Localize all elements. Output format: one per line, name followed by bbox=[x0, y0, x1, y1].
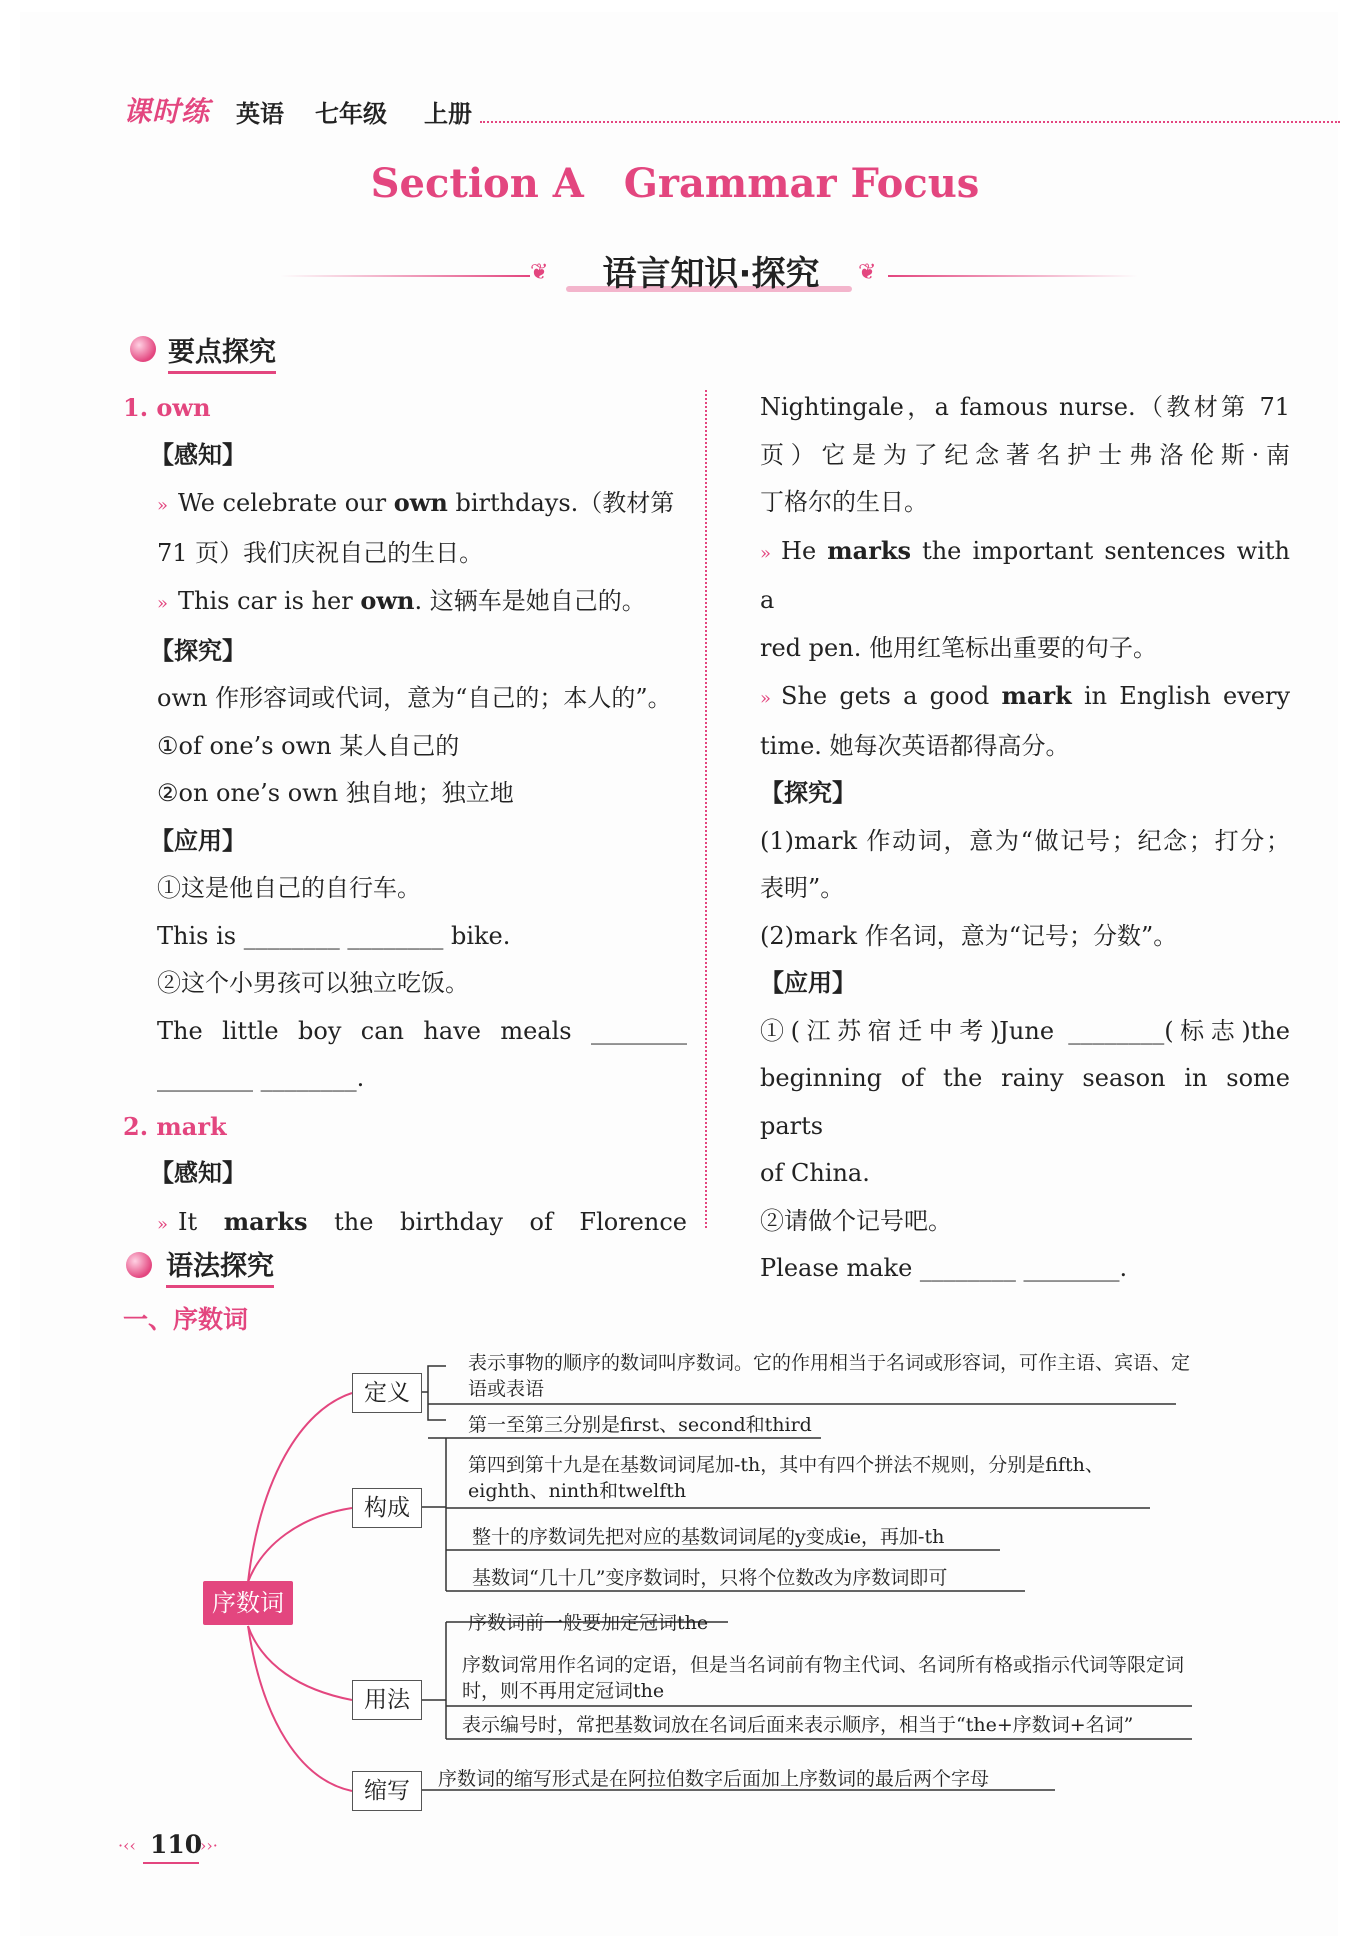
example-arrow-icon: » bbox=[157, 593, 169, 614]
exercise-prompt: ②这个小男孩可以独立吃饭。 bbox=[157, 969, 469, 997]
banner-ornament-left-icon: ❦ bbox=[530, 260, 549, 285]
header-volume: 上册 bbox=[424, 100, 472, 128]
header-subject: 英语 bbox=[236, 100, 284, 128]
exercise-fill-blank[interactable]: ①(江苏宿迁中考)June ________(标志)the bbox=[760, 1016, 1290, 1045]
example-arrow-icon: » bbox=[760, 688, 772, 709]
example-sentence: » This car is her own. 这辆车是她自己的。 bbox=[157, 586, 646, 615]
branch-usage: 用法 bbox=[352, 1680, 422, 1720]
branch-definition: 定义 bbox=[352, 1373, 422, 1413]
exercise-continuation: beginning of the rainy season in some parts bbox=[760, 1064, 1290, 1140]
explanation-text: (2)mark 作名词，意为“记号；分数”。 bbox=[760, 921, 1178, 950]
example-arrow-icon: » bbox=[760, 542, 772, 564]
example-arrow-icon: » bbox=[157, 1213, 169, 1235]
phrase-item: ②on one’s own 独自地；独立地 bbox=[157, 779, 514, 807]
explanation-text: 表明”。 bbox=[760, 874, 845, 902]
usage-item: 序数词前一般要加定冠词the bbox=[468, 1612, 709, 1634]
item-heading-mark: 2. mark bbox=[123, 1111, 227, 1141]
exercise-prompt: ①这是他自己的自行车。 bbox=[157, 874, 421, 902]
formation-item: 整十的序数词先把对应的基数词词尾的y变成ie，再加-th bbox=[472, 1526, 945, 1548]
item-heading-own: 1. own bbox=[123, 393, 211, 422]
example-continuation: 页）它是为了纪念著名护士弗洛伦斯·南 bbox=[760, 440, 1290, 469]
example-sentence: » It marks the birthday of Florence bbox=[157, 1206, 687, 1236]
example-sentence: » We celebrate our own birthdays.（教材第 bbox=[157, 488, 675, 517]
definition-text: 表示事物的顺序的数词叫序数词。它的作用相当于名词或形容词，可作主语、宾语、定语或表语 bbox=[468, 1352, 1191, 1400]
formation-item: 第四到第十九是在基数词词尾加-th，其中有四个拼法不规则，分别是fifth、eighth、ninth和twelfth bbox=[468, 1454, 1104, 1502]
banner-ornament-right-icon: ❦ bbox=[858, 260, 877, 285]
brand-logo: 课时练 bbox=[123, 95, 211, 128]
example-continuation: Nightingale，a famous nurse.（教材第 71 bbox=[760, 393, 1290, 421]
label-apply: 【应用】 bbox=[150, 826, 246, 855]
branch-formation: 构成 bbox=[352, 1488, 422, 1528]
page-title: Section A Grammar Focus bbox=[370, 160, 980, 207]
page-number: 110 bbox=[150, 1830, 203, 1859]
example-sentence: » She gets a good mark in English every bbox=[760, 681, 1291, 710]
exercise-fill-blank[interactable]: ________ ________. bbox=[157, 1064, 365, 1092]
exercise-fill-blank[interactable]: Please make ________ ________. bbox=[760, 1254, 1128, 1282]
example-sentence: » He marks the important sentences with a bbox=[760, 535, 1291, 614]
exercise-fill-blank[interactable]: This is ________ ________ bike. bbox=[157, 921, 511, 950]
page-number-underline bbox=[143, 1862, 199, 1864]
section-key-points: 要点探究 bbox=[168, 330, 276, 374]
section-grammar: 语法探究 bbox=[166, 1244, 274, 1288]
mindmap-root: 序数词 bbox=[203, 1581, 293, 1625]
example-arrow-icon: » bbox=[157, 495, 169, 516]
branch-abbreviation: 缩写 bbox=[352, 1771, 422, 1811]
page-number-deco-right-icon: ››· bbox=[200, 1836, 218, 1855]
exercise-continuation: of China. bbox=[760, 1159, 870, 1187]
usage-item: 表示编号时，常把基数词放在名词后面来表示顺序，相当于“the+序数词+名词” bbox=[462, 1714, 1134, 1736]
example-continuation: time. 她每次英语都得高分。 bbox=[760, 731, 1070, 760]
example-continuation: red pen. 他用红笔标出重要的句子。 bbox=[760, 633, 1157, 662]
explanation-text: (1)mark 作动词，意为“做记号；纪念；打分； bbox=[760, 826, 1290, 855]
example-continuation: 丁格尔的生日。 bbox=[760, 488, 928, 516]
banner-title: 语言知识·探究 bbox=[602, 254, 820, 294]
explanation-text: own 作形容词或代词，意为“自己的；本人的”。 bbox=[157, 684, 672, 712]
formation-item: 第一至第三分别是first、second和third bbox=[468, 1414, 812, 1436]
example-continuation: 71 页）我们庆祝自己的生日。 bbox=[157, 538, 484, 567]
label-perceive: 【感知】 bbox=[150, 1159, 246, 1187]
phrase-item: ①of one’s own 某人自己的 bbox=[157, 731, 460, 760]
exercise-prompt: ②请做个记号吧。 bbox=[760, 1206, 952, 1235]
page-number-deco-left-icon: ·‹‹ bbox=[118, 1836, 136, 1855]
abbreviation-text: 序数词的缩写形式是在阿拉伯数字后面加上序数词的最后两个字母 bbox=[438, 1768, 990, 1790]
exercise-fill-blank[interactable]: The little boy can have meals ________ bbox=[157, 1016, 687, 1045]
label-apply: 【应用】 bbox=[760, 969, 856, 997]
usage-item: 序数词常用作名词的定语，但是当名词前有物主代词、名词所有格或指示代词等限定词时，则不再用定冠词the bbox=[462, 1654, 1185, 1702]
formation-item: 基数词“几十几”变序数词时，只将个位数改为序数词即可 bbox=[472, 1567, 948, 1589]
label-explore: 【探究】 bbox=[760, 779, 856, 807]
label-perceive: 【感知】 bbox=[150, 440, 246, 469]
label-explore: 【探究】 bbox=[150, 636, 246, 665]
ordinal-heading: 一、序数词 bbox=[123, 1305, 249, 1334]
header-grade: 七年级 bbox=[315, 100, 387, 128]
